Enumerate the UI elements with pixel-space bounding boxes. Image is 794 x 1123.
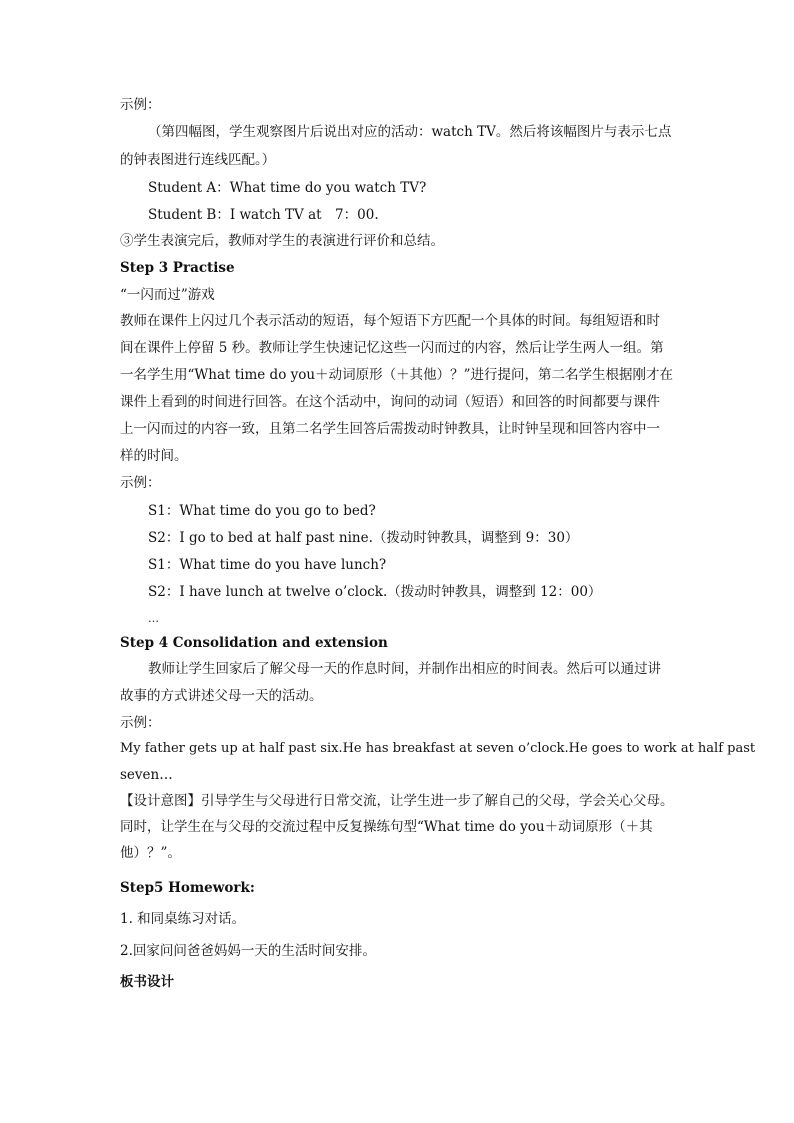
paragraph-line: 上一闪而过的内容一致，且第二名学生回答后需拨动时钟教具，让时钟呈现和回答内容中一 (120, 421, 660, 437)
dialogue-line: Student A：What time do you watch TV? (148, 180, 427, 196)
example-label: 示例： (120, 475, 161, 491)
paragraph-line: My father gets up at half past six.He has breakfast at seven o’clock.He goes to work at half past (120, 741, 756, 756)
dialogue-line: S1：What time do you go to bed? (148, 503, 376, 519)
homework-item: 2.回家问问爸爸妈妈一天的生活时间安排。 (120, 943, 376, 959)
example-label: 示例： (120, 97, 161, 113)
section-heading: 板书设计 (120, 974, 174, 990)
paragraph-line: 课件上看到的时间进行回答。在这个活动中，询问的动词（短语）和回答的时间都要与课件 (120, 394, 660, 410)
dialogue-line: S2：I go to bed at half past nine.（拨动时钟教具，调整到 9：30） (148, 530, 579, 546)
design-intent-line: 【设计意图】引导学生与父母进行日常交流，让学生进一步了解自己的父母，学会关心父母。 (120, 793, 674, 809)
section-heading: Step 3 Practise (120, 260, 235, 276)
ellipsis: … (148, 612, 159, 625)
paragraph-line: 间在课件上停留 5 秒。教师让学生快速记忆这些一闪而过的内容，然后让学生两人一组。第 (120, 340, 664, 356)
section-heading: Step 4 Consolidation and extension (120, 635, 388, 651)
dialogue-line: S2：I have lunch at twelve o’clock.（拨动时钟教具，调整到 12：00） (148, 584, 602, 600)
game-title: “一闪而过”游戏 (120, 287, 215, 303)
paragraph-line: 样的时间。 (120, 448, 188, 464)
design-intent-line: 他）？”。 (120, 845, 181, 861)
dialogue-line: S1：What time do you have lunch? (148, 557, 387, 573)
paragraph-line: 教师让学生回家后了解父母一天的作息时间，并制作出相应的时间表。然后可以通过讲 (148, 661, 661, 677)
example-label: 示例： (120, 715, 161, 731)
paragraph-line: 的钟表图进行连线匹配。） (120, 152, 276, 168)
paragraph-line: 一名学生用“What time do you＋动词原形（＋其他）？”进行提问，第二名学生根据刚才在 (120, 367, 673, 383)
paragraph-line: ③学生表演完后，教师对学生的表演进行评价和总结。 (120, 233, 444, 249)
section-heading: Step5 Homework: (120, 880, 255, 896)
design-intent-line: 同时，让学生在与父母的交流过程中反复操练句型“What time do you＋动词原形（＋其 (120, 819, 653, 835)
paragraph-line: seven… (120, 767, 173, 783)
homework-item: 1. 和同桌练习对话。 (120, 911, 246, 927)
dialogue-line: Student B：I watch TV at 7：00. (148, 207, 379, 223)
paragraph-line: 故事的方式讲述父母一天的活动。 (120, 688, 323, 704)
paragraph-line: （第四幅图，学生观察图片后说出对应的活动：watch TV。然后将该幅图片与表示七点 (148, 124, 672, 140)
paragraph-line: 教师在课件上闪过几个表示活动的短语，每个短语下方匹配一个具体的时间。每组短语和时 (120, 313, 660, 329)
